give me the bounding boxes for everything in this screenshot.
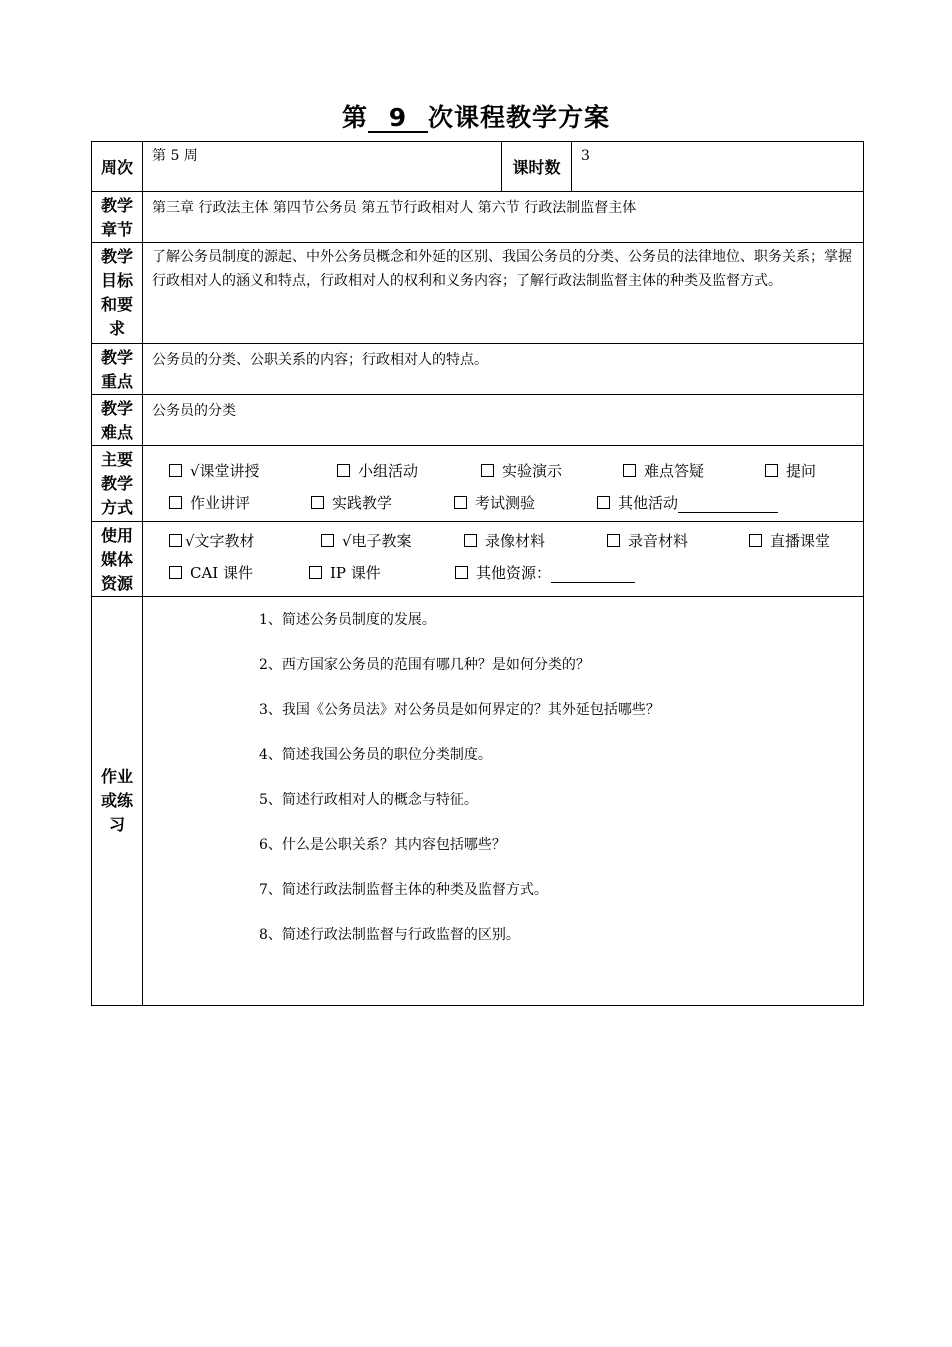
checkbox-icon[interactable]: [311, 496, 324, 509]
homework-item: 5、简述行政相对人的概念与特征。: [259, 792, 478, 808]
difficulty-label: 教学 难点: [92, 395, 143, 446]
method-option[interactable]: 实验演示: [481, 460, 623, 481]
hours-label: 课时数: [502, 142, 572, 192]
checkbox-icon[interactable]: [455, 566, 468, 579]
homework-item: 6、什么是公职关系？其内容包括哪些？: [259, 837, 506, 853]
difficulty-row: [92, 395, 864, 446]
page-title: [0, 98, 952, 134]
media-options: [143, 522, 864, 597]
checkbox-icon[interactable]: [169, 566, 182, 579]
media-option[interactable]: IP 课件: [309, 562, 455, 583]
other-activity-blank[interactable]: [678, 494, 778, 513]
homework-item: 3、我国《公务员法》对公务员是如何界定的？其外延包括哪些？: [259, 702, 660, 718]
week-value: 第 5 周: [143, 142, 502, 192]
checkbox-icon[interactable]: [309, 566, 322, 579]
title-suffix: 次课程教学方案: [428, 103, 611, 132]
method-option[interactable]: 考试测验: [454, 492, 597, 513]
hours-value: 3: [572, 142, 864, 192]
checkbox-icon[interactable]: [464, 534, 477, 547]
objectives-value: 了解公务员制度的源起、中外公务员概念和外延的区别、我国公务员的分类、公务员的法律地位、职务关系；掌握行政相对人的涵义和特点，行政相对人的权利和义务内容；了解行政法制监督主体的种类及监督方式。: [143, 243, 864, 344]
media-option[interactable]: √文字教材: [169, 530, 321, 551]
checkbox-icon[interactable]: [597, 496, 610, 509]
media-option[interactable]: √电子教案: [321, 530, 464, 551]
checkbox-icon[interactable]: [169, 496, 182, 509]
media-option[interactable]: 直播课堂: [749, 530, 830, 551]
week-row: [92, 142, 864, 192]
media-label: 使用 媒体 资源: [92, 522, 143, 597]
difficulty-value: 公务员的分类: [143, 395, 864, 446]
method-option[interactable]: 难点答疑: [623, 460, 765, 481]
title-prefix: 第: [341, 103, 368, 132]
lesson-number: 9: [368, 105, 428, 133]
checkbox-icon[interactable]: [169, 534, 182, 547]
objectives-row: [92, 243, 864, 344]
checkbox-icon[interactable]: [765, 464, 778, 477]
keypoints-row: [92, 344, 864, 395]
homework-item: 4、简述我国公务员的职位分类制度。: [259, 747, 492, 763]
checkbox-icon[interactable]: [749, 534, 762, 547]
method-option[interactable]: 其他活动: [597, 492, 778, 513]
checkbox-icon[interactable]: [607, 534, 620, 547]
week-label: 周次: [92, 142, 143, 192]
homework-list: [143, 597, 864, 1006]
chapter-row: [92, 192, 864, 243]
method-option[interactable]: √课堂讲授: [169, 460, 337, 481]
checkbox-icon[interactable]: [481, 464, 494, 477]
checkbox-icon[interactable]: [169, 464, 182, 477]
methods-row: [92, 446, 864, 522]
homework-row: [92, 597, 864, 1006]
media-row: [92, 522, 864, 597]
lesson-plan-table: [91, 141, 864, 1006]
checkbox-icon[interactable]: [454, 496, 467, 509]
other-resource-blank[interactable]: [551, 564, 635, 583]
media-option[interactable]: 录像材料: [464, 530, 607, 551]
methods-options: [143, 446, 864, 522]
keypoints-value: 公务员的分类、公职关系的内容；行政相对人的特点。: [143, 344, 864, 395]
objectives-label: 教学 目标 和要 求: [92, 243, 143, 344]
chapter-value: 第三章 行政法主体 第四节公务员 第五节行政相对人 第六节 行政法制监督主体: [143, 192, 864, 243]
homework-item: 8、简述行政法制监督与行政监督的区别。: [259, 927, 520, 943]
chapter-label: 教学 章节: [92, 192, 143, 243]
homework-item: 2、西方国家公务员的范围有哪几种？是如何分类的？: [259, 657, 590, 673]
method-option[interactable]: 小组活动: [337, 460, 481, 481]
media-option[interactable]: 录音材料: [607, 530, 749, 551]
keypoints-label: 教学 重点: [92, 344, 143, 395]
checkbox-icon[interactable]: [623, 464, 636, 477]
method-option[interactable]: 提问: [765, 460, 816, 481]
method-option[interactable]: 作业讲评: [169, 492, 311, 513]
checkbox-icon[interactable]: [321, 534, 334, 547]
media-option[interactable]: 其他资源：: [455, 562, 635, 583]
homework-item: 1、简述公务员制度的发展。: [259, 612, 436, 628]
homework-label: 作业 或练 习: [92, 597, 143, 1006]
homework-item: 7、简述行政法制监督主体的种类及监督方式。: [259, 882, 548, 898]
checkbox-icon[interactable]: [337, 464, 350, 477]
media-option[interactable]: CAI 课件: [169, 562, 309, 583]
methods-label: 主要 教学 方式: [92, 446, 143, 522]
method-option[interactable]: 实践教学: [311, 492, 454, 513]
